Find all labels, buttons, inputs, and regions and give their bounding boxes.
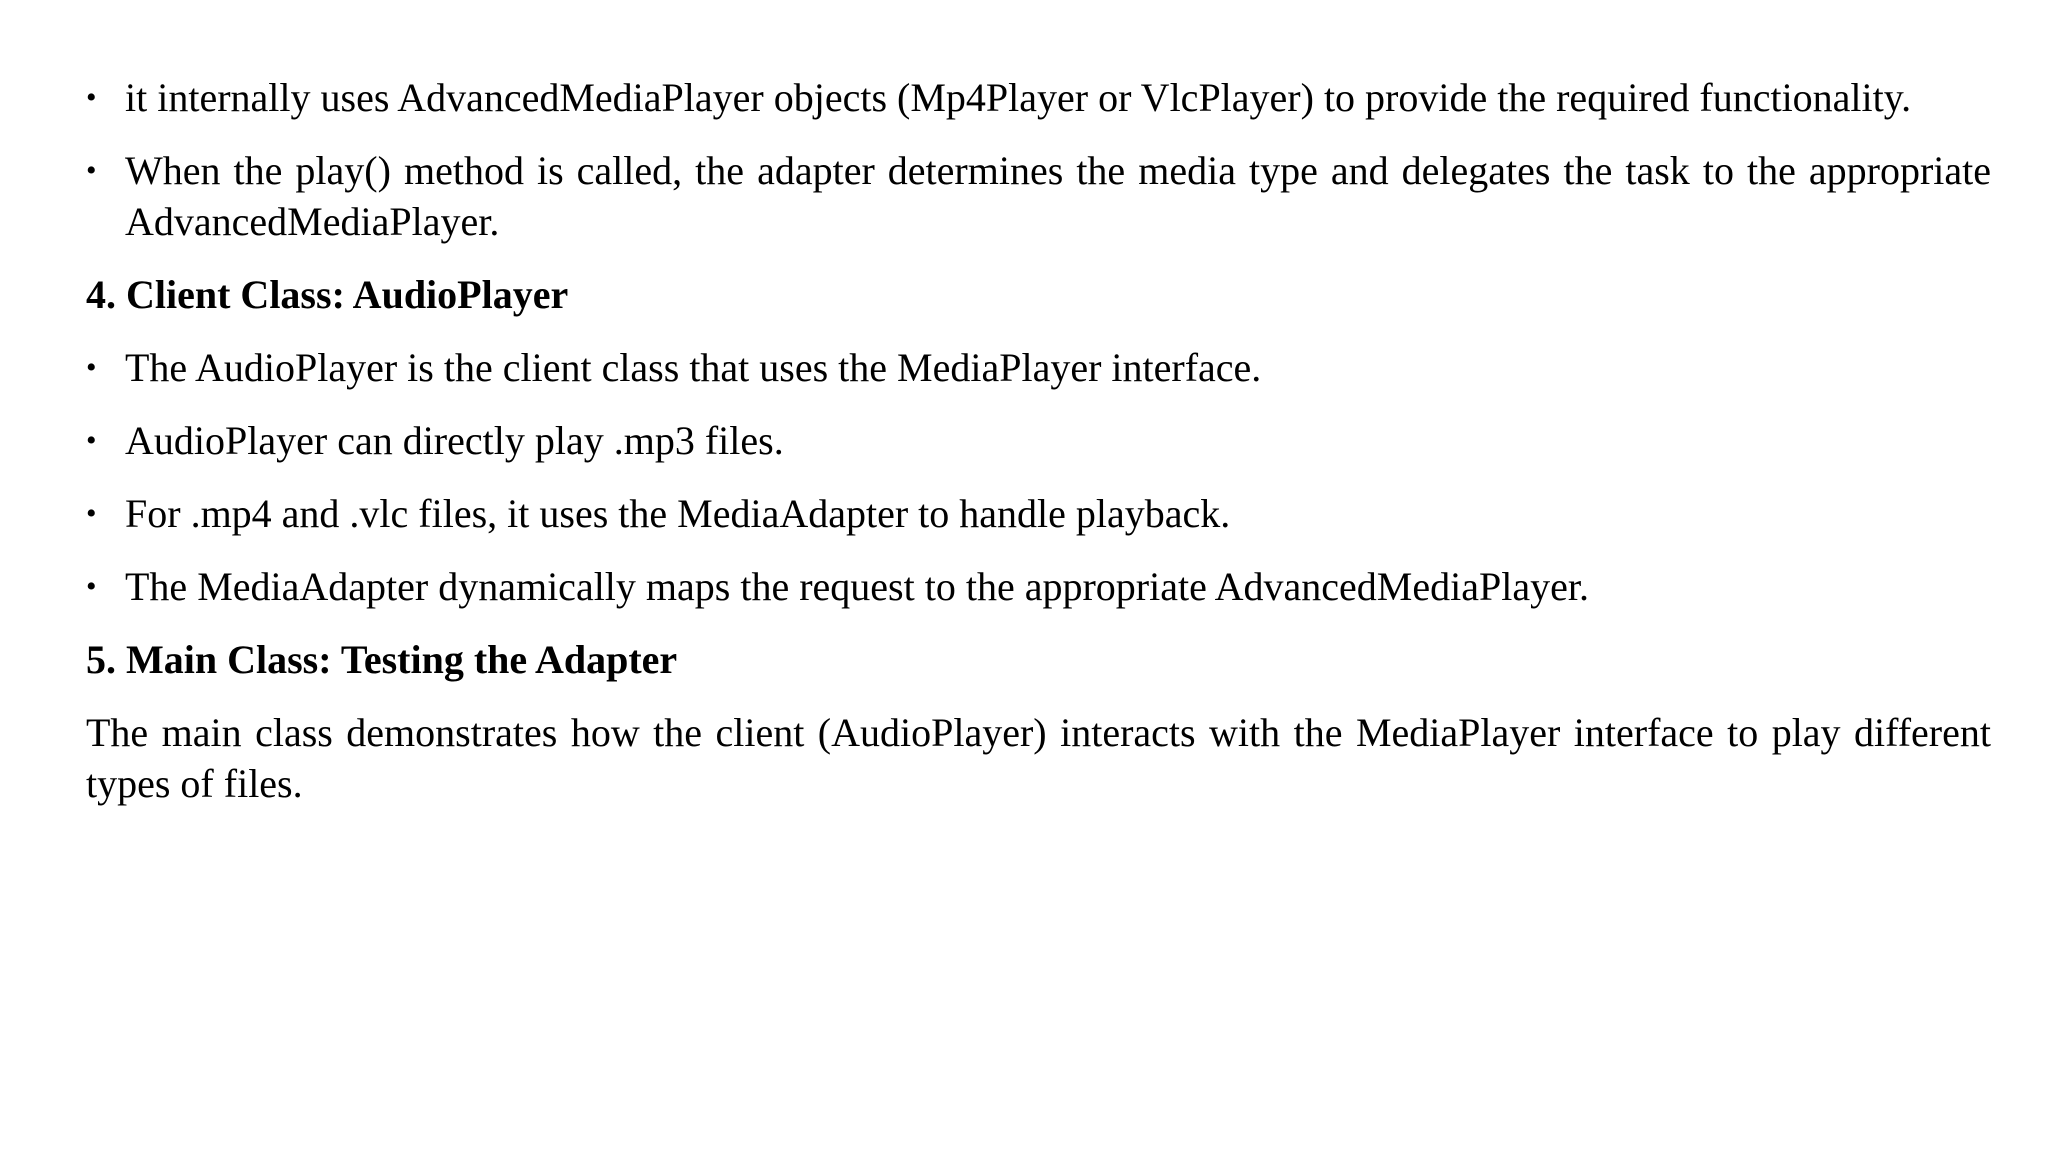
section-paragraph-5: The main class demonstrates how the client (AudioPlayer) interacts with the MediaPlayer interface to play different types of files. [86, 710, 1991, 806]
section-heading-5: 5. Main Class: Testing the Adapter [86, 637, 678, 682]
bullet-text: The AudioPlayer is the client class that uses the MediaPlayer interface. [125, 345, 1262, 390]
section-heading-4: 4. Client Class: AudioPlayer [86, 272, 569, 317]
bullet-item [86, 415, 1991, 466]
bullet-text: For .mp4 and .vlc files, it uses the MediaAdapter to handle playback. [125, 491, 1231, 536]
bullet-item [86, 561, 1991, 612]
bullet-item [86, 342, 1991, 393]
bullet-text: When the play() method is called, the adapter determines the media type and delegates the task to the appropriate AdvancedMediaPlayer. [125, 148, 1991, 244]
bullet-dot: • [86, 424, 97, 457]
bullet-item [86, 145, 1991, 247]
bullet-dot: • [86, 351, 97, 384]
bullet-dot: • [86, 81, 97, 114]
bullet-dot: • [86, 497, 97, 530]
bullet-text: The MediaAdapter dynamically maps the request to the appropriate AdvancedMediaPlayer. [125, 564, 1589, 609]
bullet-text: AudioPlayer can directly play .mp3 files. [125, 418, 784, 463]
bullet-item [86, 488, 1991, 539]
document-page [86, 72, 1991, 809]
bullet-item [86, 72, 1991, 123]
bullet-dot: • [86, 154, 97, 187]
bullet-text: it internally uses AdvancedMediaPlayer objects (Mp4Player or VlcPlayer) to provide the required functionality. [125, 75, 1912, 120]
bullet-dot: • [86, 570, 97, 603]
